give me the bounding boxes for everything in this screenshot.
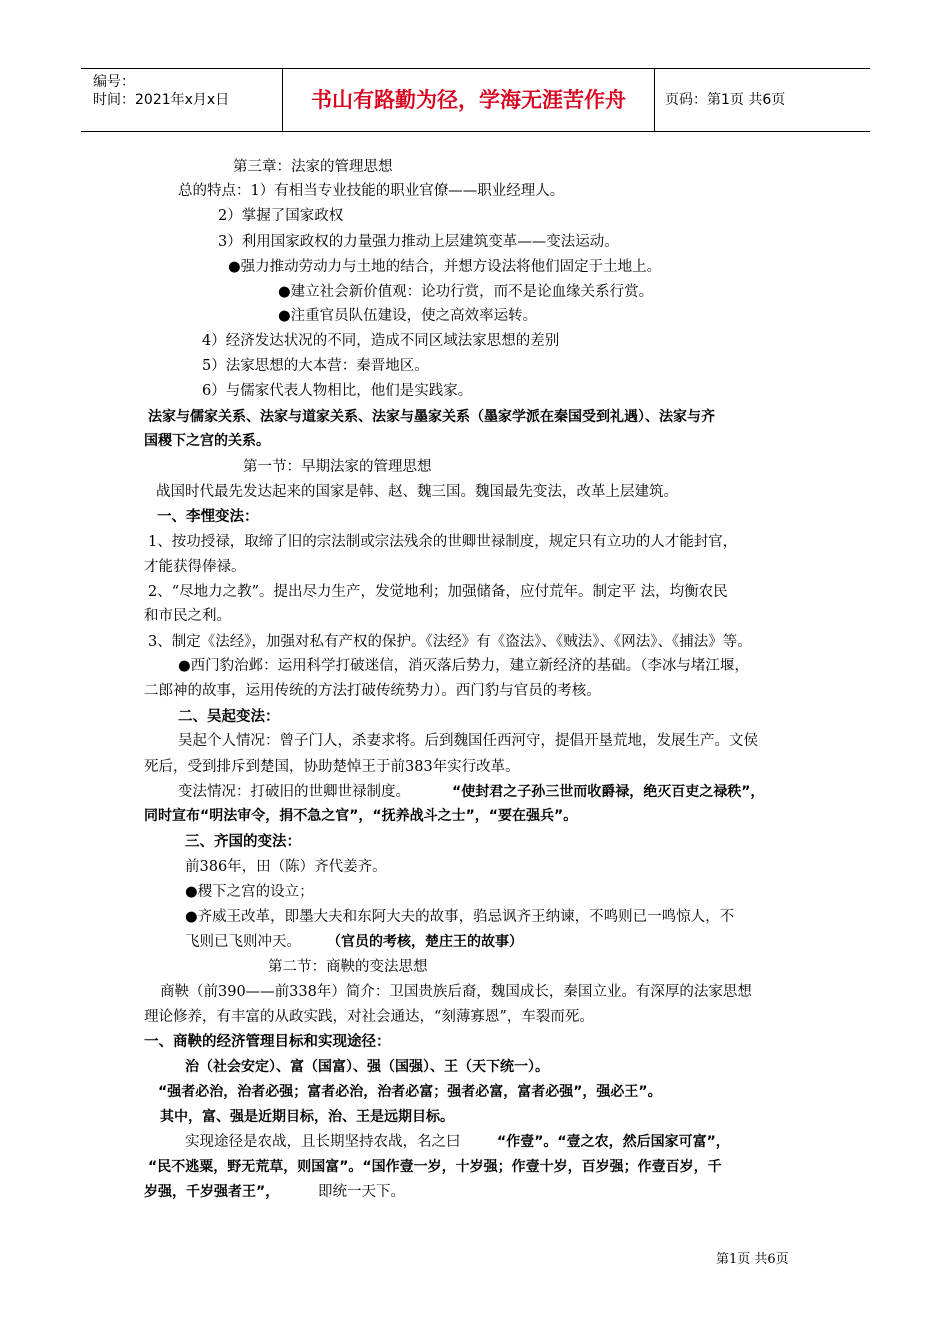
text-line: 和市民之利。 [144, 608, 231, 624]
text-line: 前386年，田（陈）齐代姜齐。 [185, 859, 387, 875]
text-line: 3）利用国家政权的力量强力推动上层建筑变革——变法运动。 [218, 234, 619, 250]
section-heading: 二、吴起变法： [178, 709, 280, 725]
time-label: 时间：2021年x月x日 [93, 92, 230, 108]
text-line: 总的特点：1）有相当专业技能的职业官僚——职业经理人。 [178, 183, 565, 199]
section-heading: 三、齐国的变法： [185, 834, 301, 850]
bold-line: 国稷下之宫的关系。 [144, 433, 270, 449]
section-heading: 一、商鞅的经济管理目标和实现途径： [144, 1034, 391, 1050]
bold-quote: “作壹”。“壹之农，然后国家可富”， [497, 1134, 730, 1150]
bullet-line: ●齐威王改革，即墨大夫和东阿大夫的故事，驺忌讽齐王纳谏，不鸣则已一鸣惊人，不 [185, 909, 735, 925]
header-motto: 书山有路勤为径，学海无涯苦作舟 [283, 69, 655, 131]
text-line: 商鞅（前390——前338年）简介：卫国贵族后裔，魏国成长，秦国立业。有深厚的法家思想 [160, 984, 752, 1000]
page-header [81, 68, 870, 132]
text-line: 变法情况：打破旧的世卿世禄制度。 [178, 784, 410, 800]
text-line: 理论修养，有丰富的从政实践，对社会通达，“刻薄寡恩”，车裂而死。 [144, 1009, 594, 1025]
bold-quote: 岁强，千岁强者王”， [144, 1184, 280, 1200]
text-line: 二郎神的故事，运用传统的方法打破传统势力）。西门豹与官员的考核。 [144, 683, 601, 699]
bold-line: 其中，富、强是近期目标，治、王是远期目标。 [160, 1109, 454, 1125]
page-footer: 第1页 共6页 [716, 1252, 789, 1267]
bold-note: （官员的考核，楚庄王的故事） [327, 934, 523, 950]
bold-quote: “使封君之子孙三世而收爵禄，绝灭百吏之禄秩”， [452, 784, 765, 800]
bullet-line: ●稷下之宫的设立； [185, 884, 314, 900]
section-heading: 一、李悝变法： [157, 509, 259, 525]
number-label: 编号： [93, 74, 135, 90]
text-line: 1、按功授禄，取缔了旧的宗法制或宗法残余的世卿世禄制度，规定只有立功的人才能封官， [148, 534, 738, 550]
bullet-line: ●注重官员队伍建设，使之高效率运转。 [278, 308, 538, 324]
bullet-line: ●建立社会新价值观：论功行赏，而不是论血缘关系行赏。 [278, 284, 654, 300]
section-title: 第一节：早期法家的管理思想 [243, 459, 432, 475]
text-line: 2、“尽地力之教”。提出尽力生产，发觉地利；加强储备，应付荒年。制定平 法，均衡农民 [148, 584, 728, 600]
bold-line: 治（社会安定）、富（国富）、强（国强）、王（天下统一）。 [185, 1059, 549, 1075]
text-line: 6）与儒家代表人物相比，他们是实践家。 [202, 383, 473, 399]
text-line: 战国时代最先发达起来的国家是韩、赵、魏三国。魏国最先变法，改革上层建筑。 [156, 484, 678, 500]
bold-line: 同时宣布“明法审令，捐不急之官”，“抚养战斗之士”，“要在强兵”。 [144, 808, 578, 824]
text-line: 2）掌握了国家政权 [218, 208, 344, 224]
section-title: 第二节：商鞅的变法思想 [268, 959, 428, 975]
text-line: 吴起个人情况：曾子门人，杀妻求将。后到魏国任西河守，提倡开垦荒地，发展生产。文侯 [178, 733, 758, 749]
header-meta-cell [81, 69, 283, 131]
bold-quote: “民不逃粟，野无荒草，则国富”。“国作壹一岁，十岁强；作壹十岁，百岁强；作壹百岁，千 [148, 1159, 722, 1175]
text-line: 死后，受到排斥到楚国，协助楚悼王于前383年实行改革。 [144, 759, 520, 775]
header-page-label: 页码：第1页 共6页 [665, 92, 786, 108]
bullet-line: ●强力推动劳动力与土地的结合，并想方设法将他们固定于土地上。 [228, 259, 662, 275]
text-line: 实现途径是农战，且长期坚持农战，名之曰 [185, 1134, 461, 1150]
bullet-line: ●西门豹治邺：运用科学打破迷信，消灭落后势力，建立新经济的基础。（李冰与堵江堰， [178, 658, 749, 674]
text-line: 才能获得俸禄。 [144, 559, 246, 575]
text-line: 飞则已飞则冲天。 [185, 934, 301, 950]
text-line: 5）法家思想的大本营：秦晋地区。 [202, 358, 429, 374]
bold-quote: “强者必治，治者必强；富者必治，治者必富；强者必富，富者必强”，强必王”。 [158, 1084, 662, 1100]
chapter-title: 第三章：法家的管理思想 [233, 159, 393, 175]
bold-line: 法家与儒家关系、法家与道家关系、法家与墨家关系（墨家学派在秦国受到礼遇）、法家与齐 [148, 409, 715, 425]
text-line: 3、制定《法经》，加强对私有产权的保护。《法经》有《盗法》、《贼法》、《网法》、《捕法》等。 [148, 634, 752, 650]
text-line: 4）经济发达状况的不同，造成不同区域法家思想的差别 [202, 333, 560, 349]
text-line: 即统一天下。 [318, 1184, 405, 1200]
